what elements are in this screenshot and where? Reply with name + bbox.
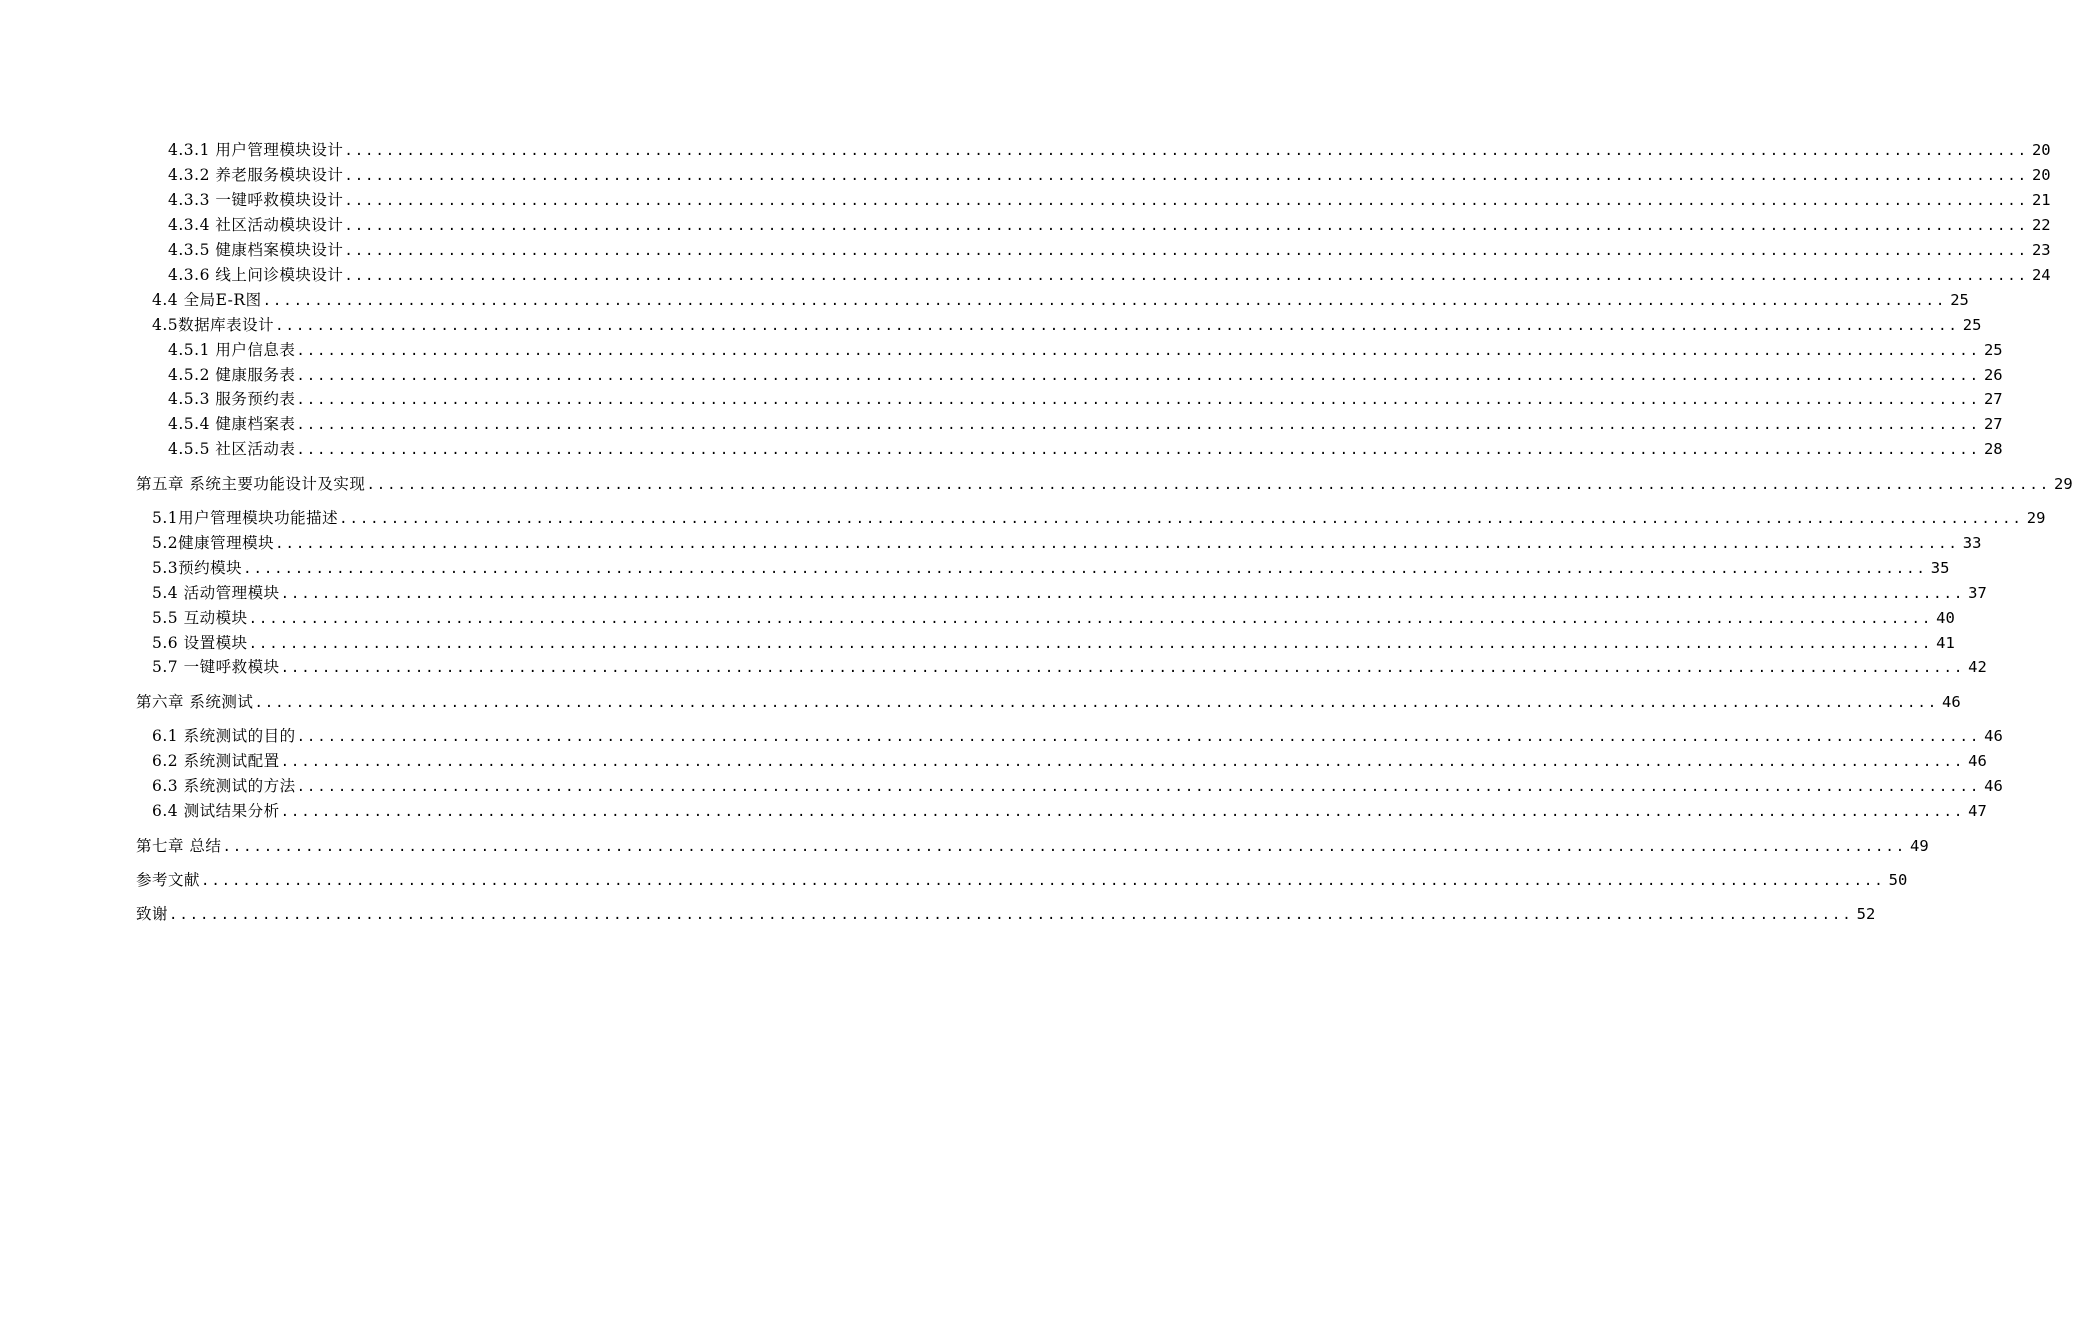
toc-dot-leader: ................................................................................................................................................................... [344,268,2028,284]
toc-page-number: 20 [2031,141,2051,159]
toc-dot-leader: ................................................................................................................................................................... [296,343,1980,359]
toc-dot-leader: ................................................................................................................................................................... [344,193,2028,209]
toc-entry-4-3-3[interactable] [168,189,2051,211]
toc-page-number: 47 [1968,802,1987,820]
toc-dot-leader: ................................................................................................................................................................... [254,695,1939,711]
toc-page-number: 22 [2031,216,2051,234]
toc-page-number: 23 [2031,241,2051,259]
toc-page-number: 25 [1962,316,1982,334]
toc-page-number: 26 [1983,366,2003,384]
toc-entry-6-3[interactable] [152,775,2003,797]
toc-entry-4-3-2[interactable] [168,164,2051,186]
toc-entry-title: 4.3.4 社区活动模块设计 [168,216,344,234]
toc-dot-leader: ................................................................................................................................................................... [366,477,2051,493]
toc-entry-title: 6.3 系统测试的方法 [152,777,296,795]
toc-dot-leader: ................................................................................................................................................................... [296,729,1981,745]
toc-dot-leader: ................................................................................................................................................................... [344,218,2028,234]
toc-dot-leader: ................................................................................................................................................................... [280,804,1965,820]
toc-entry-4-5[interactable] [152,314,1982,336]
toc-dot-leader: ................................................................................................................................................................... [344,168,2028,184]
toc-entry-title: 4.5.1 用户信息表 [168,341,296,359]
toc-dot-leader: ................................................................................................................................................................... [339,511,2023,527]
toc-entry-chapter-5[interactable] [136,473,2073,495]
toc-entry-5-6[interactable] [152,632,1955,654]
toc-entry-title: 4.3.6 线上问诊模块设计 [168,266,344,284]
toc-entry-5-2[interactable] [152,532,1982,554]
toc-entry-title: 5.2健康管理模块 [152,534,275,552]
toc-dot-leader: ................................................................................................................................................................... [280,754,1965,770]
toc-entry-5-3[interactable] [152,557,1950,579]
toc-entry-title: 5.5 互动模块 [152,609,248,627]
toc-page-number: 28 [1983,440,2003,458]
toc-entry-title: 第七章 总结 [136,837,222,855]
toc-entry-4-5-5[interactable] [168,438,2003,460]
toc-entry-title: 5.1用户管理模块功能描述 [152,509,339,527]
toc-entry-title: 致谢 [136,905,169,923]
toc-dot-leader: ................................................................................................................................................................... [296,417,1980,433]
toc-entry-chapter-7[interactable] [136,835,1929,857]
toc-entry-title: 4.4 全局E-R图 [152,291,262,309]
toc-entry-6-4[interactable] [152,800,1987,822]
toc-dot-leader: ................................................................................................................................................................... [222,839,1907,855]
toc-entry-title: 参考文献 [136,871,201,889]
toc-entry-5-1[interactable] [152,507,2046,529]
toc-dot-leader: ................................................................................................................................................................... [280,660,1965,676]
toc-page-number: 46 [1984,727,2003,745]
toc-entry-title: 4.5数据库表设计 [152,316,275,334]
toc-entry-references[interactable] [136,869,1908,891]
toc-entry-5-7[interactable] [152,656,1987,678]
toc-entry-4-3-1[interactable] [168,139,2051,161]
toc-dot-leader: ................................................................................................................................................................... [275,536,1959,552]
toc-entry-6-2[interactable] [152,750,1987,772]
toc-entry-4-5-2[interactable] [168,364,2003,386]
toc-dot-leader: ................................................................................................................................................................... [296,392,1980,408]
toc-entry-title: 5.3预约模块 [152,559,243,577]
toc-page-number: 21 [2031,191,2051,209]
toc-page-number: 42 [1968,658,1987,676]
toc-page-number: 49 [1910,837,1929,855]
toc-entry-6-1[interactable] [152,725,2003,747]
toc-entry-title: 4.5.2 健康服务表 [168,366,296,384]
toc-entry-5-4[interactable] [152,582,1987,604]
toc-page-number: 46 [1942,693,1961,711]
toc-dot-leader: ................................................................................................................................................................... [262,293,1947,309]
toc-page-number: 37 [1968,584,1987,602]
toc-dot-leader: ................................................................................................................................................................... [248,636,1933,652]
toc-page-number: 29 [2054,475,2073,493]
toc-page-number: 40 [1936,609,1955,627]
toc-entry-title: 第五章 系统主要功能设计及实现 [136,475,366,493]
toc-entry-title: 4.5.5 社区活动表 [168,440,296,458]
toc-page-number: 33 [1962,534,1982,552]
toc-page-number: 52 [1856,905,1876,923]
toc-entry-title: 4.5.3 服务预约表 [168,390,296,408]
toc-entry-title: 4.3.3 一键呼救模块设计 [168,191,344,209]
toc-page-number: 41 [1936,634,1955,652]
toc-page-number: 27 [1983,415,2003,433]
toc-page-number: 50 [1888,871,1908,889]
toc-dot-leader: ................................................................................................................................................................... [248,611,1933,627]
toc-dot-leader: ................................................................................................................................................................... [201,873,1885,889]
toc-page-number: 46 [1968,752,1987,770]
toc-dot-leader: ................................................................................................................................................................... [275,318,1959,334]
toc-entry-title: 4.5.4 健康档案表 [168,415,296,433]
toc-page-number: 20 [2031,166,2051,184]
toc-entry-title: 第六章 系统测试 [136,693,254,711]
toc-dot-leader: ................................................................................................................................................................... [296,442,1980,458]
toc-entry-4-5-1[interactable] [168,339,2003,361]
toc-dot-leader: ................................................................................................................................................................... [243,561,1927,577]
toc-entry-title: 6.1 系统测试的目的 [152,727,296,745]
toc-entry-title: 5.6 设置模块 [152,634,248,652]
toc-page-number: 29 [2026,509,2046,527]
toc-page-number: 35 [1930,559,1950,577]
toc-page-number: 24 [2031,266,2051,284]
toc-entry-title: 6.2 系统测试配置 [152,752,280,770]
toc-entry-4-3-5[interactable] [168,239,2051,261]
toc-dot-leader: ................................................................................................................................................................... [169,907,1853,923]
toc-entry-4-5-3[interactable] [168,388,2003,410]
toc-dot-leader: ................................................................................................................................................................... [280,586,1965,602]
toc-page-number: 46 [1984,777,2003,795]
toc-entry-title: 6.4 测试结果分析 [152,802,280,820]
toc-dot-leader: ................................................................................................................................................................... [344,243,2028,259]
toc-page-number: 25 [1950,291,1969,309]
toc-entry-acknowledgements[interactable] [136,903,1876,925]
toc-entry-title: 5.4 活动管理模块 [152,584,280,602]
toc-dot-leader: ................................................................................................................................................................... [296,368,1980,384]
toc-dot-leader: ................................................................................................................................................................... [296,779,1981,795]
toc-entry-title: 4.3.5 健康档案模块设计 [168,241,344,259]
toc-entry-4-3-4[interactable] [168,214,2051,236]
toc-entry-title: 4.3.1 用户管理模块设计 [168,141,344,159]
toc-dot-leader: ................................................................................................................................................................... [344,143,2028,159]
toc-page-number: 25 [1983,341,2003,359]
toc-entry-title: 4.3.2 养老服务模块设计 [168,166,344,184]
toc-entry-4-5-4[interactable] [168,413,2003,435]
toc-entry-4-3-6[interactable] [168,264,2051,286]
toc-entry-5-5[interactable] [152,607,1955,629]
toc-page-number: 27 [1983,390,2003,408]
toc-entry-4-4[interactable] [152,289,1969,311]
toc-entry-title: 5.7 一键呼救模块 [152,658,280,676]
toc-entry-chapter-6[interactable] [136,691,1961,713]
